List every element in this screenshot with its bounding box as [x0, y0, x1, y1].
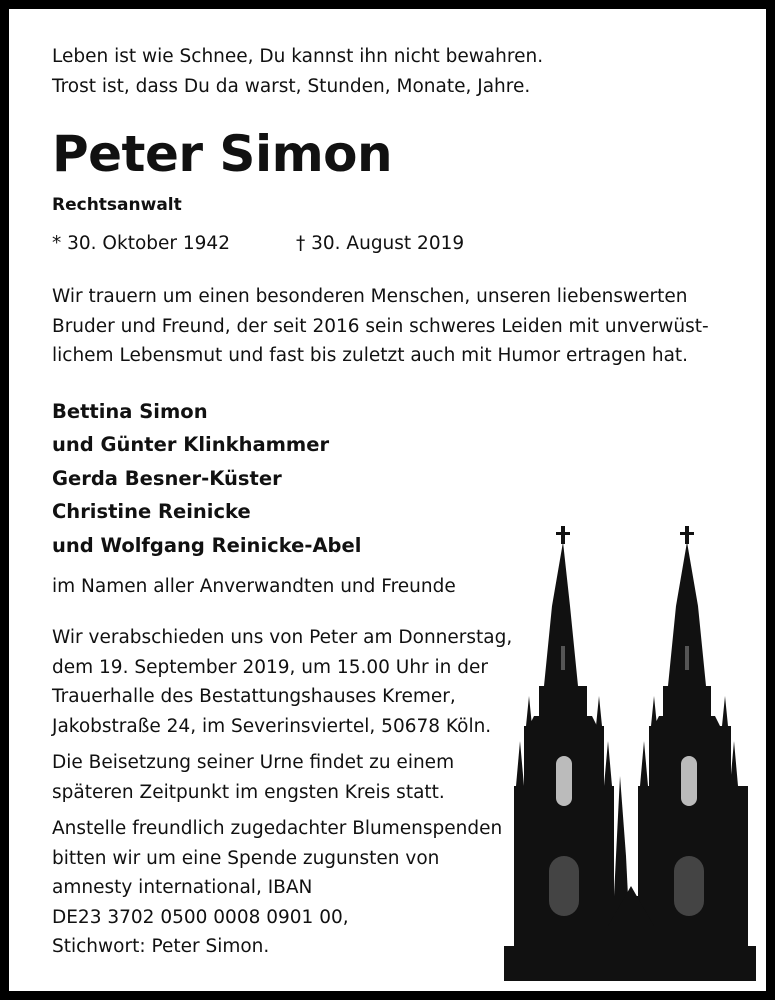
- text-line: bitten wir um eine Spende zugunsten von: [52, 847, 440, 869]
- mourner-name: Bettina Simon: [52, 399, 208, 423]
- text-line: Die Beisetzung seiner Urne findet zu einem: [52, 752, 455, 773]
- text-line: Trauerhalle des Bestattungshauses Kremer,: [52, 686, 456, 707]
- text-line: DE23 3702 0500 0008 0901 00,: [52, 906, 349, 928]
- text-line: späteren Zeitpunkt im engsten Kreis statt.: [52, 781, 445, 803]
- cathedral-illustration: [504, 526, 756, 981]
- deceased-name: Peter Simon: [52, 125, 393, 183]
- death-date: † 30. August 2019: [296, 233, 465, 254]
- text-line: Stichwort: Peter Simon.: [52, 936, 270, 957]
- text-line: Wir trauern um einen besonderen Menschen, unseren liebenswerten: [52, 286, 688, 307]
- text-line: Bruder und Freund, der seit 2016 sein schweres Leiden mit unverwüst-: [52, 315, 709, 337]
- text-line: amnesty international, IBAN: [52, 877, 313, 898]
- mourner-name: Gerda Besner-Küster: [52, 466, 282, 490]
- life-dates: [52, 230, 742, 258]
- text-line: Wir verabschieden uns von Peter am Donnerstag,: [52, 627, 513, 648]
- tribute-paragraph: [52, 282, 742, 371]
- text-line: Anstelle freundlich zugedachter Blumenspenden: [52, 818, 503, 839]
- text-line: dem 19. September 2019, um 15.00 Uhr in der: [52, 656, 489, 678]
- verse-line: Leben ist wie Schnee, Du kannst ihn nicht bewahren.: [52, 46, 544, 67]
- verse-line: Trost ist, dass Du da warst, Stunden, Monate, Jahre.: [52, 76, 531, 97]
- mourners-note: im Namen aller Anverwandten und Freunde: [52, 576, 456, 597]
- text-line: lichem Lebensmut und fast bis zuletzt auch mit Humor ertragen hat.: [52, 345, 689, 366]
- mourner-name: und Wolfgang Reinicke-Abel: [52, 533, 362, 557]
- mourner-name: und Günter Klinkhammer: [52, 433, 330, 456]
- birth-date: * 30. Oktober 1942: [52, 233, 230, 254]
- verse: [52, 42, 742, 102]
- text-line: Jakobstraße 24, im Severinsviertel, 50678 Köln.: [52, 715, 492, 737]
- profession: Rechtsanwalt: [52, 195, 182, 215]
- mourner-name: Christine Reinicke: [52, 500, 251, 523]
